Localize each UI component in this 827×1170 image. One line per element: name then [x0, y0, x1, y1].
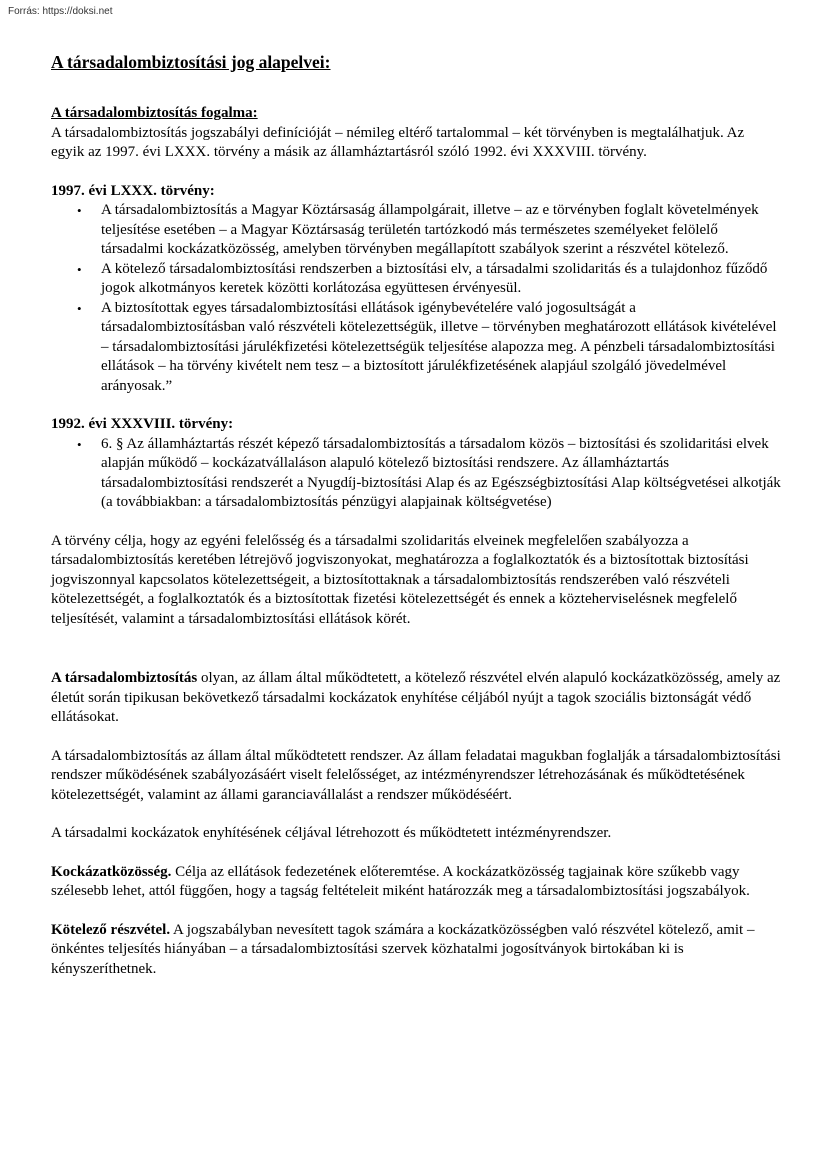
document-page [51, 52, 781, 979]
section-heading-1992-law: 1992. évi XXXVIII. törvény: [51, 416, 234, 432]
page-title: A társadalombiztosítási jog alapelvei: [51, 52, 331, 72]
state-paragraph: A társadalombiztosítás az állam által működtetett rendszer. Az állam feladatai magukban foglalják a társadalombiztosítási rendszer működésének szabályozásáért viselt felelősséget, az intézményrendszer létrehozásának és működtetésének kötelezettségét, valamint az állami garanciavállalást a rendszer működéséért. [51, 747, 781, 803]
purpose-paragraph: A törvény célja, hogy az egyéni felelősség és a társadalmi szolidaritás elveinek megfelelően szabályozza a társadalombiztosítás keretében létrejövő jogviszonyokat, meghatározza a foglalkoztatók és a biztosítottak biztosítási jogviszonnyal kapcsolatos kötelezettségeit, a biztosítottaknak a társadalombiztosítás rendszerében való részvételi kötelezettségét, a foglalkoztatók és a biztosítottak fizetési kötelezettségét és ennek a közteherviselésnek megfelelő teljesítését, valamint a társadalombiztosítási ellátások körét. [51, 532, 749, 627]
list-item: • 6. § Az államháztartás részét képező társadalombiztosítás a társadalom közös – biztosítási és szolidaritási elvek alapján működő – kockázatvállaláson alapuló kötelező biztosítási rendszere. Az államháztartás társadalombiztosítási rendszerét a Nyugdíj-biztosítási Alap és az Egészségbiztosítási Alap költségvetései alkotják (a továbbiakban: a társadalombiztosítás pénzügyi alapjainak költségvetése) [77, 435, 781, 510]
mandatory-participation-paragraph: Kötelező részvétel. A jogszabályban nevesített tagok számára a kockázatközösségben való részvétel kötelező, amit – önkéntes teljesítés hiányában – a társadalombiztosítási szervek közhatalmi jogosítványok birtokában ki is kényszeríthetnek. [51, 921, 755, 977]
law-1992-list [51, 435, 781, 513]
law-1997-list [51, 201, 781, 396]
section-heading-1997-law: 1997. évi LXXX. törvény: [51, 182, 215, 199]
risk-community-paragraph: Kockázatközösség. Célja az ellátások fedezetének előteremtése. A kockázatközösség tagjainak köre szűkebb vagy szélesebb lehet, attól függően, hogy a tagság feltételeit miként határozzák meg a társadalombiztosítási jogszabályok. [51, 863, 750, 899]
bullet-icon: • [77, 300, 82, 316]
list-item: • A biztosítottak egyes társadalombiztosítási ellátások igénybevételére való jogosultságát a társadalombiztosításban való részvételi kötelezettségük, illetve – törvényben meghatározott ellátások kivételével – társadalombiztosítási járulékfizetési kötelezettségük teljesítése alapozza meg. A pénzbeli társadalombiztosítási ellátások – ha törvény kivételt nem tesz – a biztosított járulékfizetésének alapjául szolgáló jövedelmével arányosak.” [77, 299, 777, 394]
bullet-icon: • [77, 436, 82, 452]
definition-paragraph: A társadalombiztosítás olyan, az állam által működtetett, a kötelező részvétel elvén alapuló kockázatközösség, amely az életút során tipikusan bekövetkező társadalmi kockázatok enyhítése céljából nyújt a tagok szociális biztonságát védő ellátásokat. [51, 670, 781, 725]
list-item: • A kötelező társadalombiztosítási rendszerben a biztosítási elv, a társadalmi szolidaritás és a tulajdonhoz fűződő jogok alkotmányos keretek közötti korlátozása együttesen érvényesül. [77, 260, 768, 296]
bullet-icon: • [77, 261, 82, 277]
list-item: • A társadalombiztosítás a Magyar Köztársaság állampolgárait, illetve – az e törvényben foglalt követelmények teljesítése esetében – a Magyar Köztársaság területén tartózkodó más természetes személyeket felölelő társadalmi kockázatközösség, amelyben törvényben megállapított szabályok szerint a részvétel kötelező. [77, 202, 759, 257]
source-label: Forrás: https://doksi.net [8, 6, 113, 17]
definition-intro-paragraph: A társadalombiztosítás jogszabályi definícióját – némileg eltérő tartalommal – két törvényben is megtalálhatjuk. Az egyik az 1997. évi LXXX. törvény a másik az államháztartásról szóló 1992. évi XXXVIII. törvény. [51, 124, 745, 160]
institution-paragraph: A társadalmi kockázatok enyhítésének céljával létrehozott és működtetett intézményrendszer. [51, 825, 612, 841]
section-heading-definition: A társadalombiztosítás fogalma: [51, 105, 258, 121]
bullet-icon: • [77, 203, 82, 218]
